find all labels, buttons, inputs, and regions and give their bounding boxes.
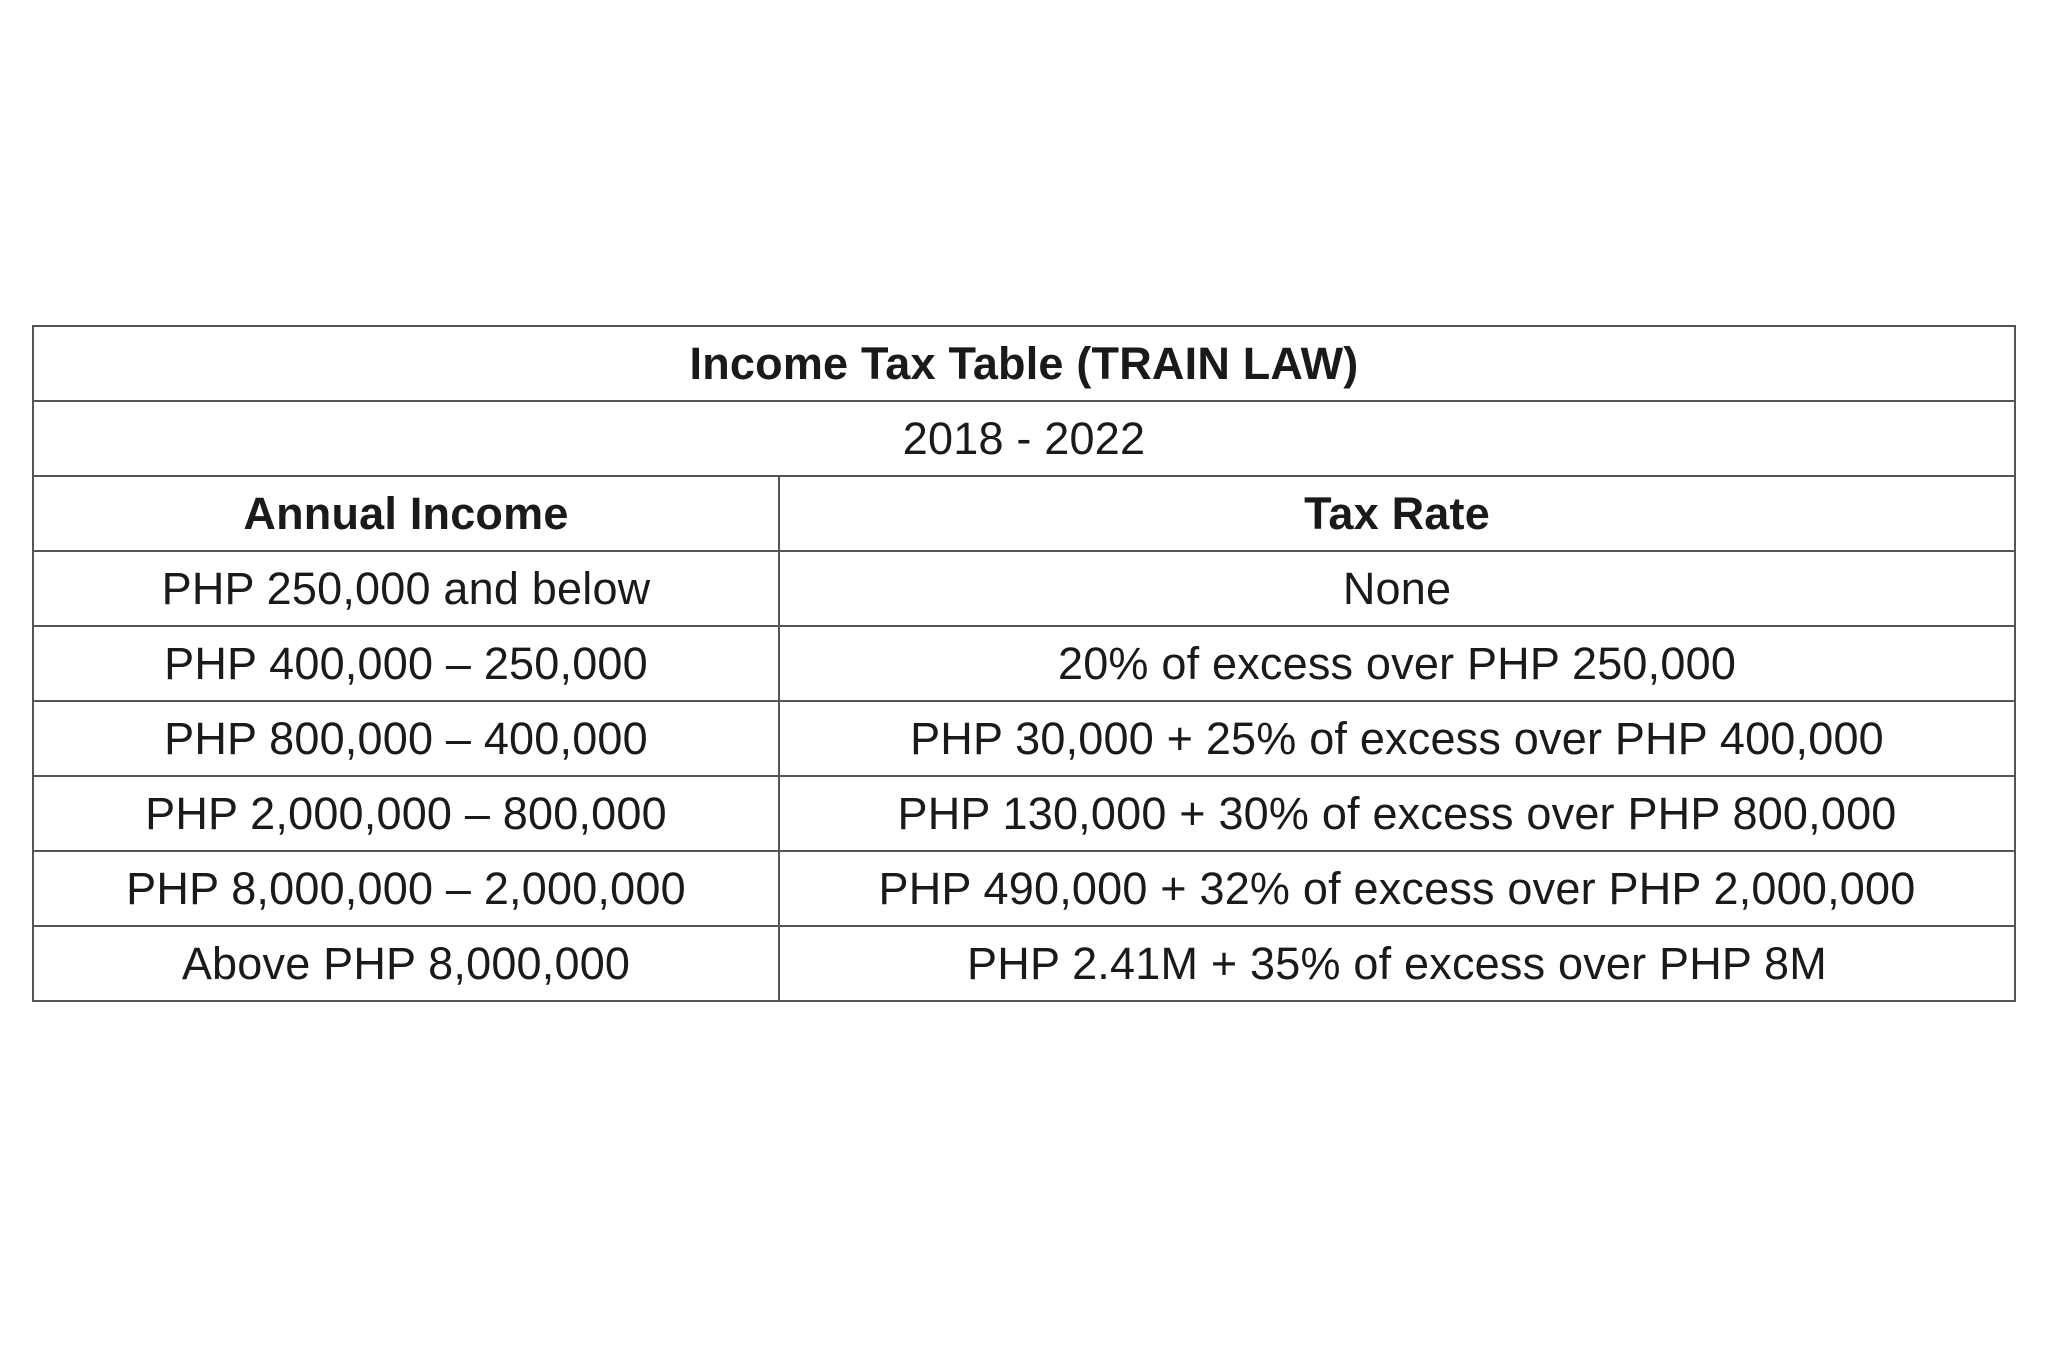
- rate-cell: None: [779, 551, 2015, 626]
- table-row: [33, 776, 2015, 851]
- income-cell: PHP 8,000,000 – 2,000,000: [33, 851, 779, 926]
- table-row: [33, 701, 2015, 776]
- table-row: [33, 851, 2015, 926]
- rate-cell: PHP 490,000 + 32% of excess over PHP 2,000,000: [779, 851, 2015, 926]
- income-cell: PHP 400,000 – 250,000: [33, 626, 779, 701]
- header-annual-income: Annual Income: [33, 476, 779, 551]
- income-cell: PHP 2,000,000 – 800,000: [33, 776, 779, 851]
- table-title-row: [33, 326, 2015, 401]
- table-row: [33, 926, 2015, 1001]
- rate-cell: PHP 30,000 + 25% of excess over PHP 400,000: [779, 701, 2015, 776]
- table-period: 2018 - 2022: [33, 401, 2015, 476]
- header-tax-rate: Tax Rate: [779, 476, 2015, 551]
- table-period-row: [33, 401, 2015, 476]
- table-title: Income Tax Table (TRAIN LAW): [33, 326, 2015, 401]
- rate-cell: PHP 2.41M + 35% of excess over PHP 8M: [779, 926, 2015, 1001]
- income-cell: PHP 250,000 and below: [33, 551, 779, 626]
- income-cell: Above PHP 8,000,000: [33, 926, 779, 1001]
- tax-table-container: [32, 325, 2014, 1002]
- income-tax-table: [32, 325, 2016, 1002]
- table-header-row: [33, 476, 2015, 551]
- rate-cell: PHP 130,000 + 30% of excess over PHP 800,000: [779, 776, 2015, 851]
- table-row: [33, 551, 2015, 626]
- table-row: [33, 626, 2015, 701]
- rate-cell: 20% of excess over PHP 250,000: [779, 626, 2015, 701]
- income-cell: PHP 800,000 – 400,000: [33, 701, 779, 776]
